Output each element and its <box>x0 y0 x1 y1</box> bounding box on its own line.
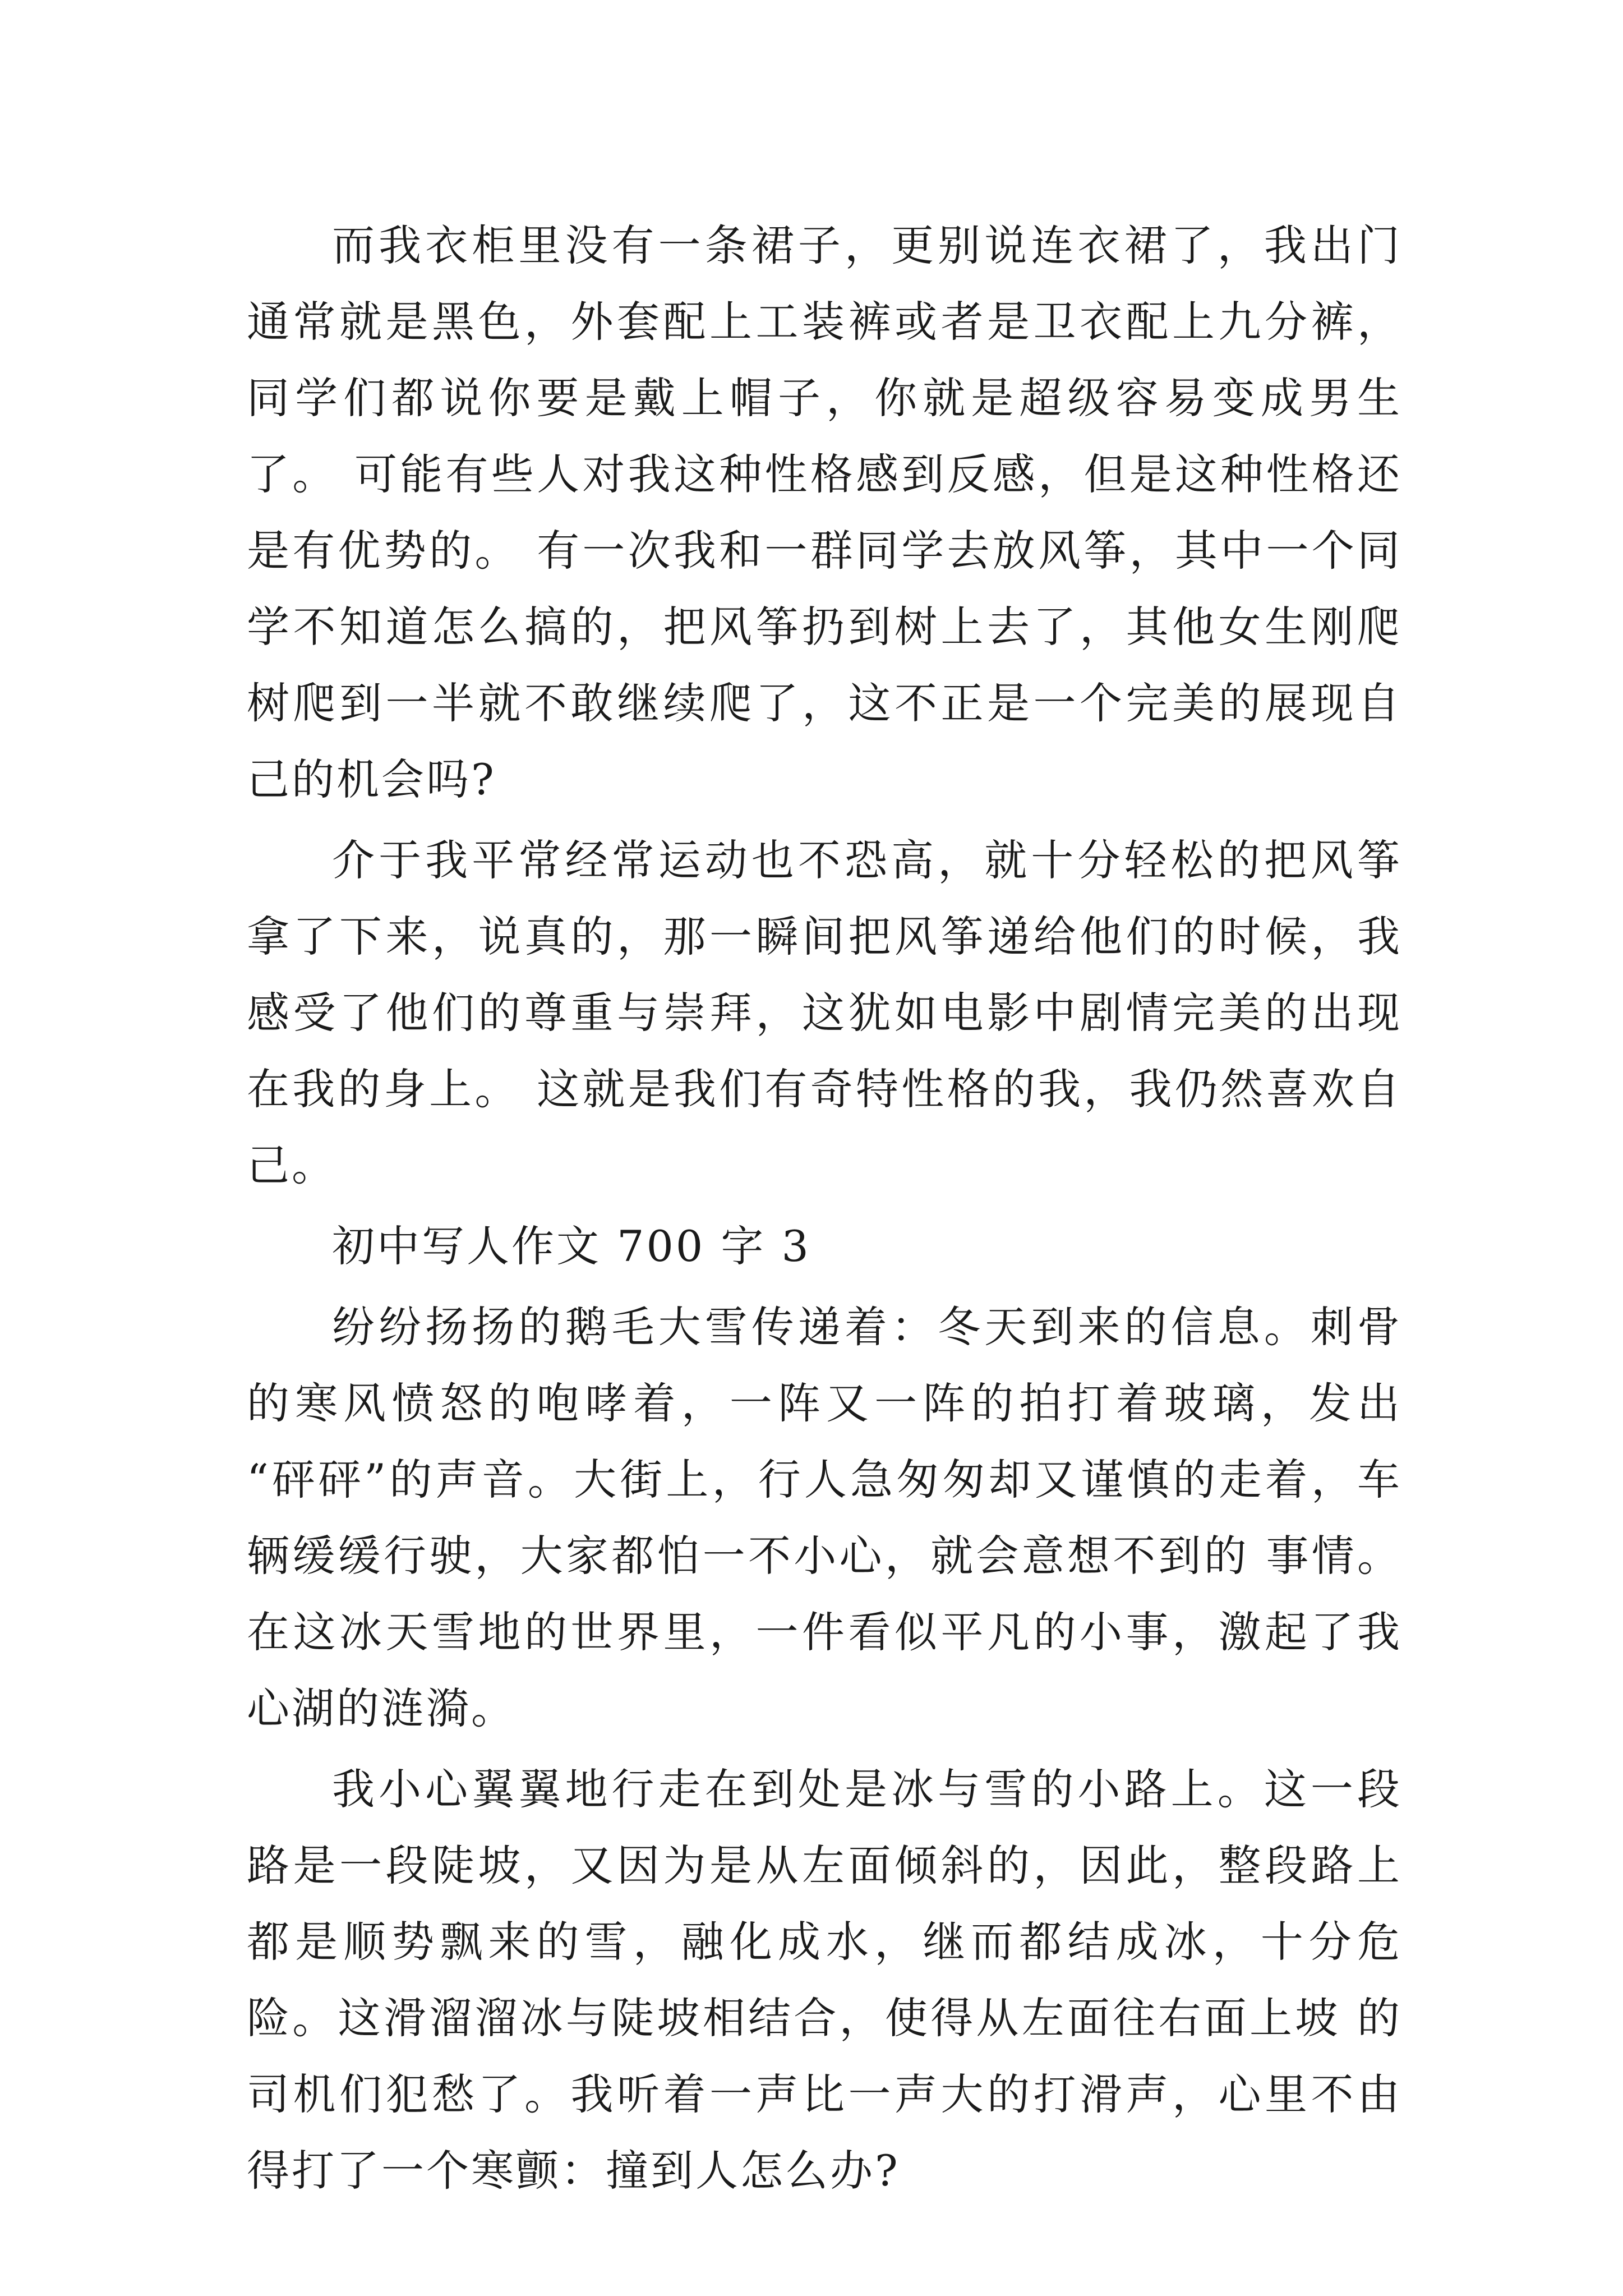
paragraph-3: 纷纷扬扬的鹅毛大雪传递着：冬天到来的信息。刺骨的寒风愤怒的咆哮着，一阵又一阵的拍打着玻璃，发出 “砰砰”的声音。大街上，行人急匆匆却又谨慎的走着，车辆缓缓行驶，大家都怕一不小心，就会意想不到的 事情。在这冰天雪地的世界里，一件看似平凡的小事，激起了我心湖的涟漪。 <box>247 1302 1402 1733</box>
paragraph-2: 介于我平常经常运动也不恐高，就十分轻松的把风筝拿了下来，说真的，那一瞬间把风筝递给他们的时候，我感受了他们的尊重与崇拜，这犹如电影中剧情完美的出现在我的身上。 这就是我们有奇特性格的我，我仍然喜欢自己。 <box>247 835 1402 1190</box>
paragraph-1: 而我衣柜里没有一条裙子，更别说连衣裙了，我出门通常就是黑色，外套配上工装裤或者是卫衣配上九分裤，同学们都说你要是戴上帽子，你就是超级容易变成男生了。 可能有些人对我这种性格感到反感，但是这种性格还是有优势的。 有一次我和一群同学去放风筝，其中一个同学不知道怎么搞的，把风筝扔到树上去了，其他女生刚爬树爬到一半就不敢继续爬了，这不正是一个完美的展现自己的机会吗? <box>247 220 1402 804</box>
paragraph-4: 我小心翼翼地行走在到处是冰与雪的小路上。这一段路是一段陡坡，又因为是从左面倾斜的，因此，整段路上 都是顺势飘来的雪，融化成水，继而都结成冰，十分危险。这滑溜溜冰与陡坡相结合，使得从左面往右面上坡 的司机们犯愁了。我听着一声比一声大的打滑声，心里不由得打了一个寒颤：撞到人怎么办? <box>247 1764 1402 2196</box>
essay-heading: 初中写人作文 700 字 3 <box>332 1221 811 1271</box>
document-body <box>247 208 1402 2214</box>
